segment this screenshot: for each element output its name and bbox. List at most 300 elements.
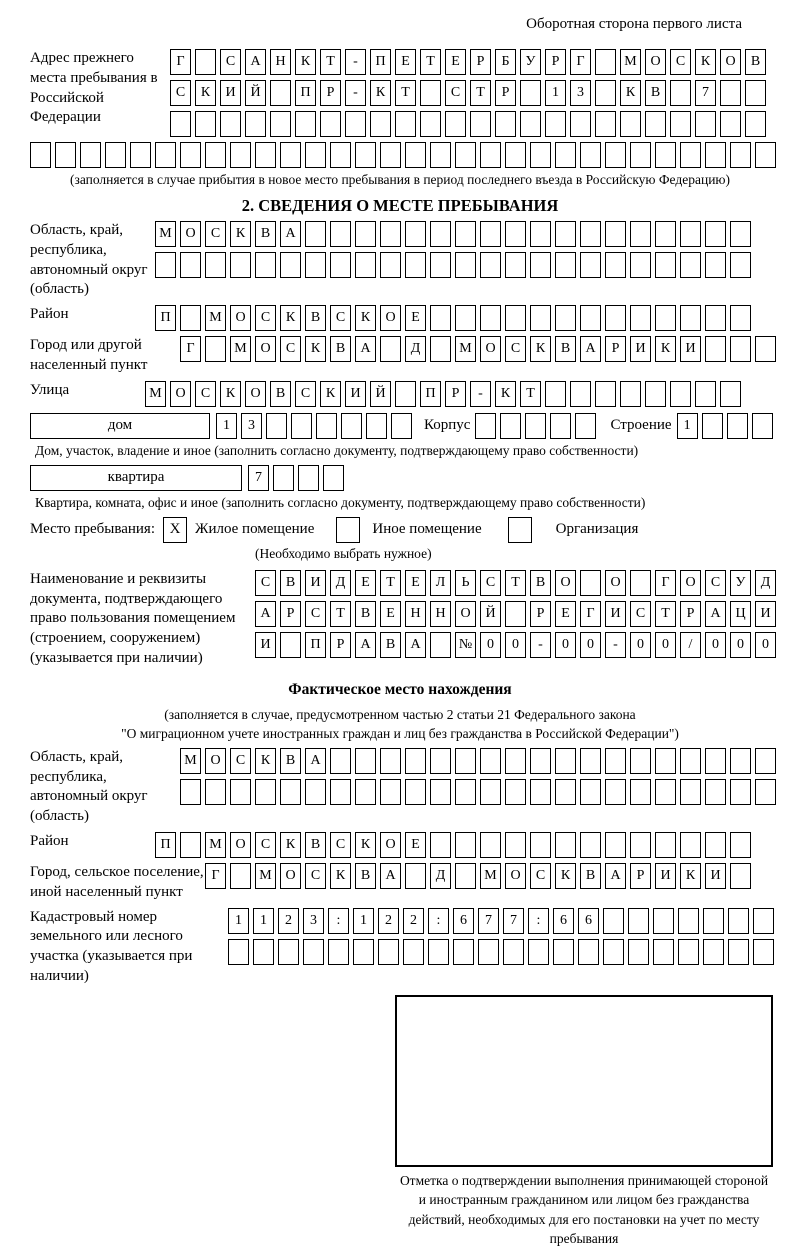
- char-box[interactable]: [755, 142, 776, 168]
- char-box[interactable]: [305, 779, 326, 805]
- char-box[interactable]: [505, 221, 526, 247]
- char-box[interactable]: [752, 413, 773, 439]
- char-box[interactable]: М: [480, 863, 501, 889]
- char-box[interactable]: П: [295, 80, 316, 106]
- char-box[interactable]: [155, 252, 176, 278]
- char-box[interactable]: [703, 908, 724, 934]
- char-box[interactable]: [530, 779, 551, 805]
- char-box[interactable]: [253, 939, 274, 965]
- char-box[interactable]: :: [428, 908, 449, 934]
- char-box[interactable]: К: [655, 336, 676, 362]
- char-box[interactable]: [630, 221, 651, 247]
- char-box[interactable]: Е: [355, 570, 376, 596]
- char-box[interactable]: С: [230, 748, 251, 774]
- char-box[interactable]: 7: [695, 80, 716, 106]
- char-box[interactable]: [505, 252, 526, 278]
- char-box[interactable]: Е: [380, 601, 401, 627]
- char-box[interactable]: [670, 80, 691, 106]
- char-box[interactable]: О: [230, 832, 251, 858]
- char-box[interactable]: А: [355, 336, 376, 362]
- char-box[interactable]: [630, 832, 651, 858]
- char-box[interactable]: 0: [630, 632, 651, 658]
- char-box[interactable]: В: [530, 570, 551, 596]
- char-box[interactable]: [378, 939, 399, 965]
- char-box[interactable]: У: [730, 570, 751, 596]
- char-box[interactable]: К: [255, 748, 276, 774]
- char-box[interactable]: [745, 111, 766, 137]
- char-box[interactable]: [703, 939, 724, 965]
- char-box[interactable]: [330, 142, 351, 168]
- char-box[interactable]: [280, 142, 301, 168]
- char-box[interactable]: А: [580, 336, 601, 362]
- char-box[interactable]: [745, 80, 766, 106]
- char-box[interactable]: [355, 748, 376, 774]
- char-box[interactable]: [680, 832, 701, 858]
- char-box[interactable]: Ц: [730, 601, 751, 627]
- char-box[interactable]: [630, 748, 651, 774]
- char-box[interactable]: В: [745, 49, 766, 75]
- char-box[interactable]: 0: [705, 632, 726, 658]
- char-box[interactable]: [630, 305, 651, 331]
- char-box[interactable]: Р: [470, 49, 491, 75]
- char-box[interactable]: 6: [578, 908, 599, 934]
- char-box[interactable]: [655, 779, 676, 805]
- char-box[interactable]: [705, 832, 726, 858]
- char-box[interactable]: [180, 142, 201, 168]
- char-box[interactable]: [580, 748, 601, 774]
- char-box[interactable]: [605, 221, 626, 247]
- char-box[interactable]: [530, 252, 551, 278]
- char-box[interactable]: Р: [605, 336, 626, 362]
- char-box[interactable]: О: [680, 570, 701, 596]
- char-box[interactable]: [430, 305, 451, 331]
- char-box[interactable]: О: [205, 748, 226, 774]
- char-box[interactable]: [495, 111, 516, 137]
- char-box[interactable]: О: [480, 336, 501, 362]
- char-box[interactable]: Н: [430, 601, 451, 627]
- char-box[interactable]: П: [420, 381, 441, 407]
- char-box[interactable]: [345, 111, 366, 137]
- char-box[interactable]: В: [355, 863, 376, 889]
- char-box[interactable]: П: [305, 632, 326, 658]
- char-box[interactable]: [655, 305, 676, 331]
- char-box[interactable]: Е: [405, 305, 426, 331]
- char-box[interactable]: [730, 221, 751, 247]
- char-box[interactable]: С: [305, 601, 326, 627]
- char-box[interactable]: [620, 111, 641, 137]
- char-box[interactable]: [720, 381, 741, 407]
- char-box[interactable]: [528, 939, 549, 965]
- char-box[interactable]: О: [380, 832, 401, 858]
- char-box[interactable]: [430, 748, 451, 774]
- char-box[interactable]: [155, 142, 176, 168]
- char-box[interactable]: [180, 305, 201, 331]
- char-box[interactable]: Р: [545, 49, 566, 75]
- char-box[interactable]: [455, 748, 476, 774]
- char-box[interactable]: [555, 305, 576, 331]
- char-box[interactable]: [555, 748, 576, 774]
- char-box[interactable]: [605, 779, 626, 805]
- char-box[interactable]: [195, 111, 216, 137]
- char-box[interactable]: А: [305, 748, 326, 774]
- char-box[interactable]: [341, 413, 362, 439]
- char-box[interactable]: [530, 142, 551, 168]
- char-box[interactable]: [220, 111, 241, 137]
- char-box[interactable]: [603, 908, 624, 934]
- char-box[interactable]: Т: [655, 601, 676, 627]
- char-box[interactable]: [455, 221, 476, 247]
- char-box[interactable]: М: [155, 221, 176, 247]
- char-box[interactable]: [303, 939, 324, 965]
- char-box[interactable]: О: [720, 49, 741, 75]
- char-box[interactable]: М: [455, 336, 476, 362]
- char-box[interactable]: [720, 80, 741, 106]
- char-box[interactable]: [430, 221, 451, 247]
- char-box[interactable]: Р: [680, 601, 701, 627]
- char-box[interactable]: В: [305, 305, 326, 331]
- char-box[interactable]: К: [495, 381, 516, 407]
- char-box[interactable]: [470, 111, 491, 137]
- char-box[interactable]: [695, 381, 716, 407]
- char-box[interactable]: [505, 832, 526, 858]
- char-box[interactable]: В: [305, 832, 326, 858]
- char-box[interactable]: О: [180, 221, 201, 247]
- char-box[interactable]: Ь: [455, 570, 476, 596]
- checkbox-residential[interactable]: X: [163, 517, 187, 543]
- char-box[interactable]: [578, 939, 599, 965]
- char-box[interactable]: -: [530, 632, 551, 658]
- checkbox-organization[interactable]: [508, 517, 532, 543]
- char-box[interactable]: И: [220, 80, 241, 106]
- char-box[interactable]: [500, 413, 521, 439]
- char-box[interactable]: [380, 336, 401, 362]
- char-box[interactable]: Й: [480, 601, 501, 627]
- char-box[interactable]: [428, 939, 449, 965]
- char-box[interactable]: [230, 252, 251, 278]
- char-box[interactable]: [630, 779, 651, 805]
- char-box[interactable]: О: [645, 49, 666, 75]
- char-box[interactable]: Т: [470, 80, 491, 106]
- char-box[interactable]: [355, 142, 376, 168]
- char-box[interactable]: [430, 832, 451, 858]
- char-box[interactable]: [655, 142, 676, 168]
- char-box[interactable]: К: [355, 832, 376, 858]
- char-box[interactable]: Т: [395, 80, 416, 106]
- char-box[interactable]: Р: [280, 601, 301, 627]
- char-box[interactable]: 0: [555, 632, 576, 658]
- char-box[interactable]: [130, 142, 151, 168]
- char-box[interactable]: [530, 832, 551, 858]
- char-box[interactable]: Н: [405, 601, 426, 627]
- char-box[interactable]: [705, 221, 726, 247]
- char-box[interactable]: И: [305, 570, 326, 596]
- char-box[interactable]: [730, 305, 751, 331]
- char-box[interactable]: [520, 80, 541, 106]
- char-box[interactable]: [655, 832, 676, 858]
- char-box[interactable]: П: [155, 832, 176, 858]
- char-box[interactable]: [320, 111, 341, 137]
- char-box[interactable]: [570, 381, 591, 407]
- char-box[interactable]: И: [630, 336, 651, 362]
- char-box[interactable]: О: [455, 601, 476, 627]
- char-box[interactable]: [405, 863, 426, 889]
- char-box[interactable]: [753, 939, 774, 965]
- char-box[interactable]: Т: [380, 570, 401, 596]
- char-box[interactable]: [230, 779, 251, 805]
- char-box[interactable]: [702, 413, 723, 439]
- char-box[interactable]: [80, 142, 101, 168]
- char-box[interactable]: В: [255, 221, 276, 247]
- char-box[interactable]: [273, 465, 294, 491]
- char-box[interactable]: [478, 939, 499, 965]
- char-box[interactable]: К: [695, 49, 716, 75]
- char-box[interactable]: [695, 111, 716, 137]
- char-box[interactable]: К: [280, 305, 301, 331]
- char-box[interactable]: Д: [330, 570, 351, 596]
- char-box[interactable]: [730, 252, 751, 278]
- char-box[interactable]: С: [670, 49, 691, 75]
- char-box[interactable]: [580, 221, 601, 247]
- char-box[interactable]: 0: [480, 632, 501, 658]
- char-box[interactable]: [305, 221, 326, 247]
- char-box[interactable]: [655, 748, 676, 774]
- char-box[interactable]: 2: [278, 908, 299, 934]
- char-box[interactable]: В: [380, 632, 401, 658]
- char-box[interactable]: [605, 748, 626, 774]
- char-box[interactable]: [105, 142, 126, 168]
- char-box[interactable]: [380, 252, 401, 278]
- char-box[interactable]: Г: [580, 601, 601, 627]
- char-box[interactable]: [228, 939, 249, 965]
- char-box[interactable]: [380, 142, 401, 168]
- char-box[interactable]: С: [505, 336, 526, 362]
- char-box[interactable]: [455, 252, 476, 278]
- char-box[interactable]: С: [295, 381, 316, 407]
- char-box[interactable]: [180, 252, 201, 278]
- char-box[interactable]: Г: [180, 336, 201, 362]
- char-box[interactable]: О: [230, 305, 251, 331]
- char-box[interactable]: И: [605, 601, 626, 627]
- char-box[interactable]: Е: [445, 49, 466, 75]
- char-box[interactable]: П: [155, 305, 176, 331]
- char-box[interactable]: [480, 832, 501, 858]
- char-box[interactable]: [278, 939, 299, 965]
- char-box[interactable]: -: [345, 49, 366, 75]
- char-box[interactable]: Г: [205, 863, 226, 889]
- char-box[interactable]: [595, 49, 616, 75]
- char-box[interactable]: У: [520, 49, 541, 75]
- char-box[interactable]: Д: [755, 570, 776, 596]
- char-box[interactable]: Р: [495, 80, 516, 106]
- char-box[interactable]: В: [645, 80, 666, 106]
- char-box[interactable]: С: [305, 863, 326, 889]
- char-box[interactable]: [680, 779, 701, 805]
- char-box[interactable]: [405, 142, 426, 168]
- char-box[interactable]: [680, 305, 701, 331]
- char-box[interactable]: [298, 465, 319, 491]
- char-box[interactable]: 6: [553, 908, 574, 934]
- char-box[interactable]: [255, 779, 276, 805]
- char-box[interactable]: С: [480, 570, 501, 596]
- char-box[interactable]: [595, 381, 616, 407]
- char-box[interactable]: С: [220, 49, 241, 75]
- char-box[interactable]: [505, 305, 526, 331]
- char-box[interactable]: [730, 832, 751, 858]
- char-box[interactable]: С: [280, 336, 301, 362]
- char-box[interactable]: [705, 252, 726, 278]
- char-box[interactable]: С: [445, 80, 466, 106]
- char-box[interactable]: М: [180, 748, 201, 774]
- char-box[interactable]: [670, 111, 691, 137]
- char-box[interactable]: [420, 80, 441, 106]
- char-box[interactable]: О: [245, 381, 266, 407]
- char-box[interactable]: [330, 748, 351, 774]
- char-box[interactable]: [323, 465, 344, 491]
- char-box[interactable]: Т: [505, 570, 526, 596]
- char-box[interactable]: К: [555, 863, 576, 889]
- char-box[interactable]: Р: [330, 632, 351, 658]
- char-box[interactable]: 3: [570, 80, 591, 106]
- char-box[interactable]: [205, 142, 226, 168]
- char-box[interactable]: [753, 908, 774, 934]
- char-box[interactable]: Б: [495, 49, 516, 75]
- char-box[interactable]: [255, 142, 276, 168]
- char-box[interactable]: И: [705, 863, 726, 889]
- char-box[interactable]: О: [280, 863, 301, 889]
- char-box[interactable]: [555, 832, 576, 858]
- char-box[interactable]: [503, 939, 524, 965]
- char-box[interactable]: Р: [630, 863, 651, 889]
- char-box[interactable]: Р: [320, 80, 341, 106]
- char-box[interactable]: 0: [580, 632, 601, 658]
- char-box[interactable]: В: [280, 570, 301, 596]
- char-box[interactable]: [653, 908, 674, 934]
- char-box[interactable]: 0: [505, 632, 526, 658]
- char-box[interactable]: -: [470, 381, 491, 407]
- char-box[interactable]: [550, 413, 571, 439]
- char-box[interactable]: А: [605, 863, 626, 889]
- char-box[interactable]: С: [330, 305, 351, 331]
- char-box[interactable]: 1: [545, 80, 566, 106]
- char-box[interactable]: [730, 336, 751, 362]
- char-box[interactable]: Л: [430, 570, 451, 596]
- char-box[interactable]: А: [380, 863, 401, 889]
- char-box[interactable]: [653, 939, 674, 965]
- char-box[interactable]: М: [255, 863, 276, 889]
- char-box[interactable]: [328, 939, 349, 965]
- char-box[interactable]: [270, 80, 291, 106]
- char-box[interactable]: М: [205, 832, 226, 858]
- char-box[interactable]: [728, 939, 749, 965]
- char-box[interactable]: [380, 221, 401, 247]
- char-box[interactable]: Д: [405, 336, 426, 362]
- char-box[interactable]: [280, 252, 301, 278]
- char-box[interactable]: Е: [555, 601, 576, 627]
- char-box[interactable]: О: [605, 570, 626, 596]
- char-box[interactable]: [628, 939, 649, 965]
- char-box[interactable]: [655, 252, 676, 278]
- char-box[interactable]: М: [145, 381, 166, 407]
- char-box[interactable]: [395, 381, 416, 407]
- char-box[interactable]: [405, 748, 426, 774]
- char-box[interactable]: Й: [370, 381, 391, 407]
- char-box[interactable]: С: [330, 832, 351, 858]
- char-box[interactable]: [366, 413, 387, 439]
- char-box[interactable]: [645, 381, 666, 407]
- char-box[interactable]: 1: [253, 908, 274, 934]
- char-box[interactable]: 7: [248, 465, 269, 491]
- char-box[interactable]: А: [405, 632, 426, 658]
- char-box[interactable]: [245, 111, 266, 137]
- char-box[interactable]: [605, 142, 626, 168]
- char-box[interactable]: [575, 413, 596, 439]
- char-box[interactable]: :: [328, 908, 349, 934]
- char-box[interactable]: [405, 252, 426, 278]
- char-box[interactable]: [545, 111, 566, 137]
- char-box[interactable]: [530, 305, 551, 331]
- char-box[interactable]: 7: [478, 908, 499, 934]
- char-box[interactable]: [455, 832, 476, 858]
- char-box[interactable]: О: [170, 381, 191, 407]
- char-box[interactable]: К: [680, 863, 701, 889]
- char-box[interactable]: [316, 413, 337, 439]
- char-box[interactable]: О: [380, 305, 401, 331]
- char-box[interactable]: 1: [228, 908, 249, 934]
- char-box[interactable]: М: [230, 336, 251, 362]
- char-box[interactable]: Е: [395, 49, 416, 75]
- char-box[interactable]: [730, 779, 751, 805]
- char-box[interactable]: И: [255, 632, 276, 658]
- char-box[interactable]: [755, 748, 776, 774]
- char-box[interactable]: В: [270, 381, 291, 407]
- char-box[interactable]: -: [605, 632, 626, 658]
- char-box[interactable]: [195, 49, 216, 75]
- char-box[interactable]: [355, 252, 376, 278]
- char-box[interactable]: 2: [403, 908, 424, 934]
- char-box[interactable]: [678, 939, 699, 965]
- char-box[interactable]: [728, 908, 749, 934]
- char-box[interactable]: [180, 779, 201, 805]
- char-box[interactable]: [505, 748, 526, 774]
- char-box[interactable]: [205, 779, 226, 805]
- char-box[interactable]: [730, 748, 751, 774]
- char-box[interactable]: [480, 305, 501, 331]
- char-box[interactable]: К: [330, 863, 351, 889]
- char-box[interactable]: С: [170, 80, 191, 106]
- char-box[interactable]: [630, 252, 651, 278]
- char-box[interactable]: [430, 336, 451, 362]
- char-box[interactable]: 3: [303, 908, 324, 934]
- char-box[interactable]: [205, 336, 226, 362]
- char-box[interactable]: [355, 779, 376, 805]
- char-box[interactable]: [530, 221, 551, 247]
- char-box[interactable]: С: [530, 863, 551, 889]
- char-box[interactable]: [280, 632, 301, 658]
- char-box[interactable]: Д: [430, 863, 451, 889]
- char-box[interactable]: [603, 939, 624, 965]
- char-box[interactable]: 6: [453, 908, 474, 934]
- char-box[interactable]: [680, 221, 701, 247]
- char-box[interactable]: [580, 832, 601, 858]
- char-box[interactable]: /: [680, 632, 701, 658]
- char-box[interactable]: Г: [170, 49, 191, 75]
- char-box[interactable]: А: [255, 601, 276, 627]
- char-box[interactable]: С: [205, 221, 226, 247]
- char-box[interactable]: С: [255, 832, 276, 858]
- char-box[interactable]: Р: [530, 601, 551, 627]
- char-box[interactable]: Т: [520, 381, 541, 407]
- char-box[interactable]: П: [370, 49, 391, 75]
